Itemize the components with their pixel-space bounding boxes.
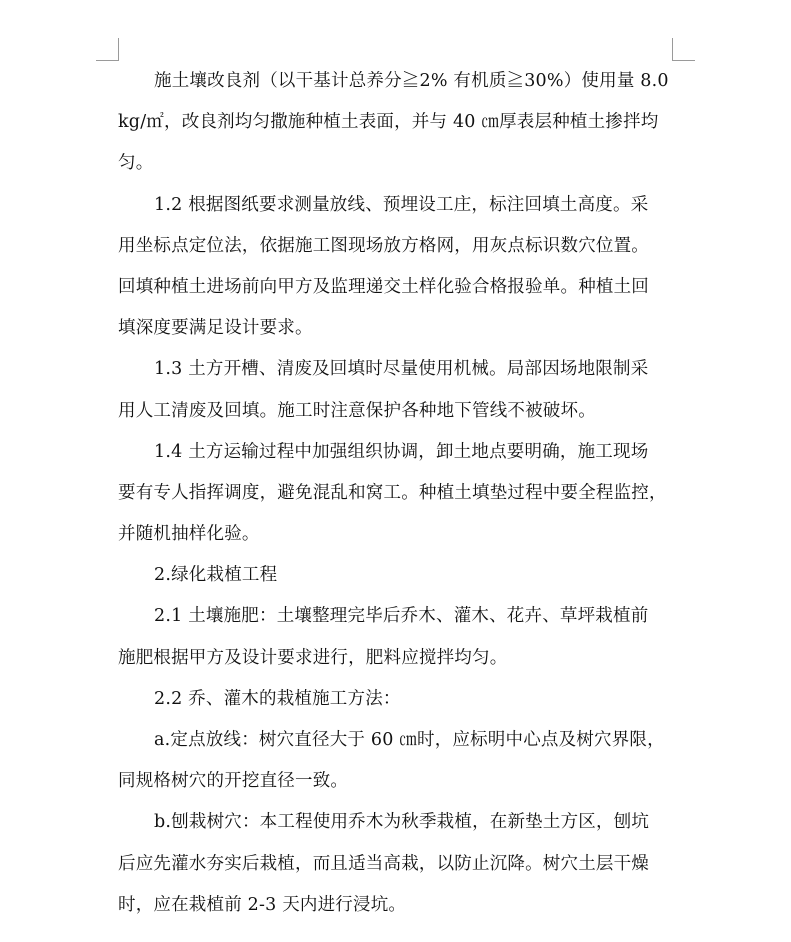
text-line-16: 2.2 乔、灌木的栽植施工方法：	[154, 688, 401, 709]
document-body	[118, 61, 678, 926]
text-line-15: 施肥根据甲方及设计要求进行，肥料应搅拌均匀。	[118, 647, 508, 668]
text-line-21: 时，应在栽植前 2-3 天内进行浸坑。	[118, 894, 407, 915]
text-line-9: 用人工清废及回填。施工时注意保护各种地下管线不被破坏。	[118, 400, 596, 421]
text-line-7: 填深度要满足设计要求。	[118, 318, 313, 339]
text-line-4: 1.2 根据图纸要求测量放线、预埋设工庄，标注回填土高度。采	[154, 194, 649, 215]
text-line-18: 同规格树穴的开挖直径一致。	[118, 771, 349, 792]
text-line-1: 施土壤改良剂（以干基计总养分≧2% 有机质≧30%）使用量 8.0	[154, 71, 669, 91]
text-line-10: 1.4 土方运输过程中加强组织协调，卸土地点要明确，施工现场	[154, 441, 649, 462]
text-line-3: 匀。	[118, 153, 154, 174]
text-line-11: 要有专人指挥调度，避免混乱和窝工。种植土填垫过程中要全程监控，	[118, 482, 667, 503]
text-line-19: b.刨栽树穴：本工程使用乔木为秋季栽植，在新垫土方区，刨坑	[154, 812, 650, 833]
text-line-2: kg/㎡，改良剂均匀撒施种植土表面，并与 40 ㎝厚表层种植土掺拌均	[118, 112, 659, 133]
top-left-margin-mark	[96, 38, 119, 61]
text-line-6: 回填种植土进场前向甲方及监理递交土样化验合格报验单。种植土回	[118, 276, 649, 297]
text-line-5: 用坐标点定位法，依据施工图现场放方格网，用灰点标识数穴位置。	[118, 235, 649, 256]
text-line-14: 2.1 土壤施肥：土壤整理完毕后乔木、灌木、花卉、草坪栽植前	[154, 606, 649, 627]
text-line-8: 1.3 土方开槽、清废及回填时尽量使用机械。局部因场地限制采	[154, 359, 649, 380]
text-line-20: 后应先灌水夯实后栽植，而且适当高栽，以防止沉降。树穴土层干燥	[118, 853, 649, 874]
text-line-17: a.定点放线：树穴直径大于 60 ㎝时，应标明中心点及树穴界限，	[154, 730, 665, 750]
top-right-margin-mark	[672, 38, 695, 61]
section-heading-greening: 2.绿化栽植工程	[154, 565, 278, 586]
text-line-12: 并随机抽样化验。	[118, 524, 260, 545]
